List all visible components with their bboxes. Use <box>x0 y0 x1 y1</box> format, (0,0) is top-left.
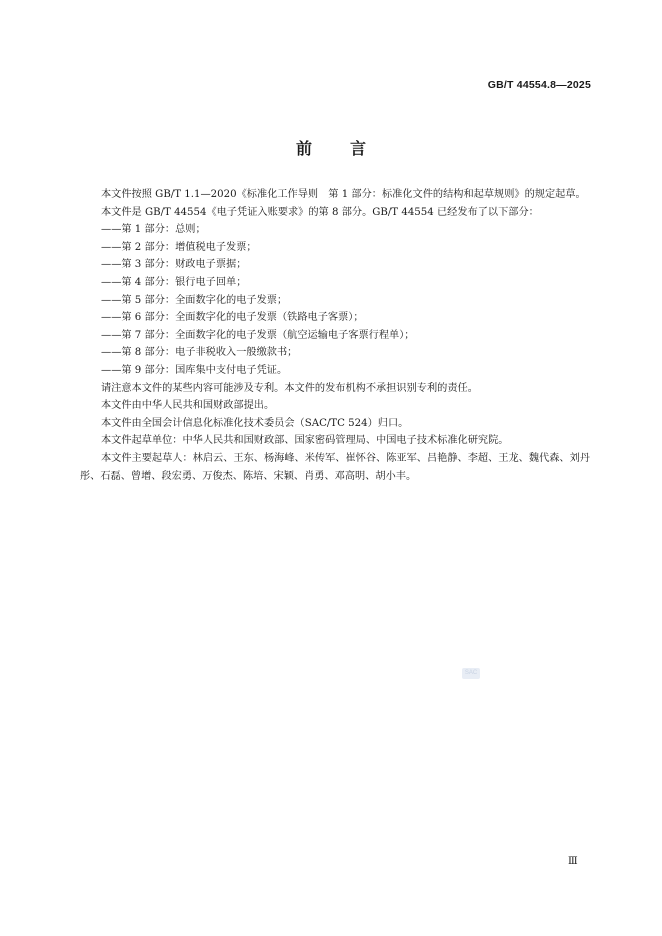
page-title: 前言 <box>295 139 404 158</box>
list-item: ——第 2 部分：增值税电子发票； <box>101 241 257 253</box>
list-item: ——第 6 部分：全面数字化的电子发票（铁路电子客票）； <box>101 312 364 324</box>
paragraph-drafting-rules: 本文件按照 GB/T 1.1—2020《标准化工作导则 第 1 部分：标准化文件的结构和起草规则》的规定起草。 <box>101 189 586 200</box>
paragraph-series-intro: 本文件是 GB/T 44554《电子凭证入账要求》的第 8 部分。GB/T 44554 已经发布了以下部分： <box>101 206 539 218</box>
list-item: ——第 5 部分：全面数字化的电子发票； <box>101 294 288 306</box>
list-item: ——第 4 部分：银行电子回单； <box>101 276 247 288</box>
list-item: ——第 8 部分：电子非税收入一般缴款书； <box>101 347 298 359</box>
page-number: Ⅲ <box>568 856 578 867</box>
list-item: ——第 7 部分：全面数字化的电子发票（航空运输电子客票行程单）； <box>101 329 415 341</box>
paragraph-patent-notice: 请注意本文件的某些内容可能涉及专利。本文件的发布机构不承担识别专利的责任。 <box>101 382 478 394</box>
paragraph-drafting-units: 本文件起草单位：中华人民共和国财政部、国家密码管理局、中国电子技术标准化研究院。 <box>101 435 509 447</box>
paragraph-committee: 本文件由全国会计信息化标准化技术委员会（SAC/TC 524）归口。 <box>101 417 409 429</box>
foreword-body <box>80 186 592 485</box>
list-item: ——第 9 部分：国库集中支付电子凭证。 <box>101 364 288 376</box>
list-item: ——第 3 部分：财政电子票据； <box>101 259 247 271</box>
paragraph-proposer: 本文件由中华人民共和国财政部提出。 <box>101 400 275 412</box>
list-item: ——第 1 部分：总则； <box>101 224 206 236</box>
sac-watermark-logo: SAC <box>462 668 480 679</box>
document-number: GB/T 44554.8—2025 <box>487 79 591 91</box>
paragraph-drafters: 本文件主要起草人：林启云、王东、杨海峰、米传军、崔怀谷、陈亚军、吕艳静、李超、王龙、魏代森、刘丹彤、石磊、曾增、段宏勇、万俊杰、陈培、宋颖、肖勇、邓高明、胡小丰。 <box>80 452 590 482</box>
